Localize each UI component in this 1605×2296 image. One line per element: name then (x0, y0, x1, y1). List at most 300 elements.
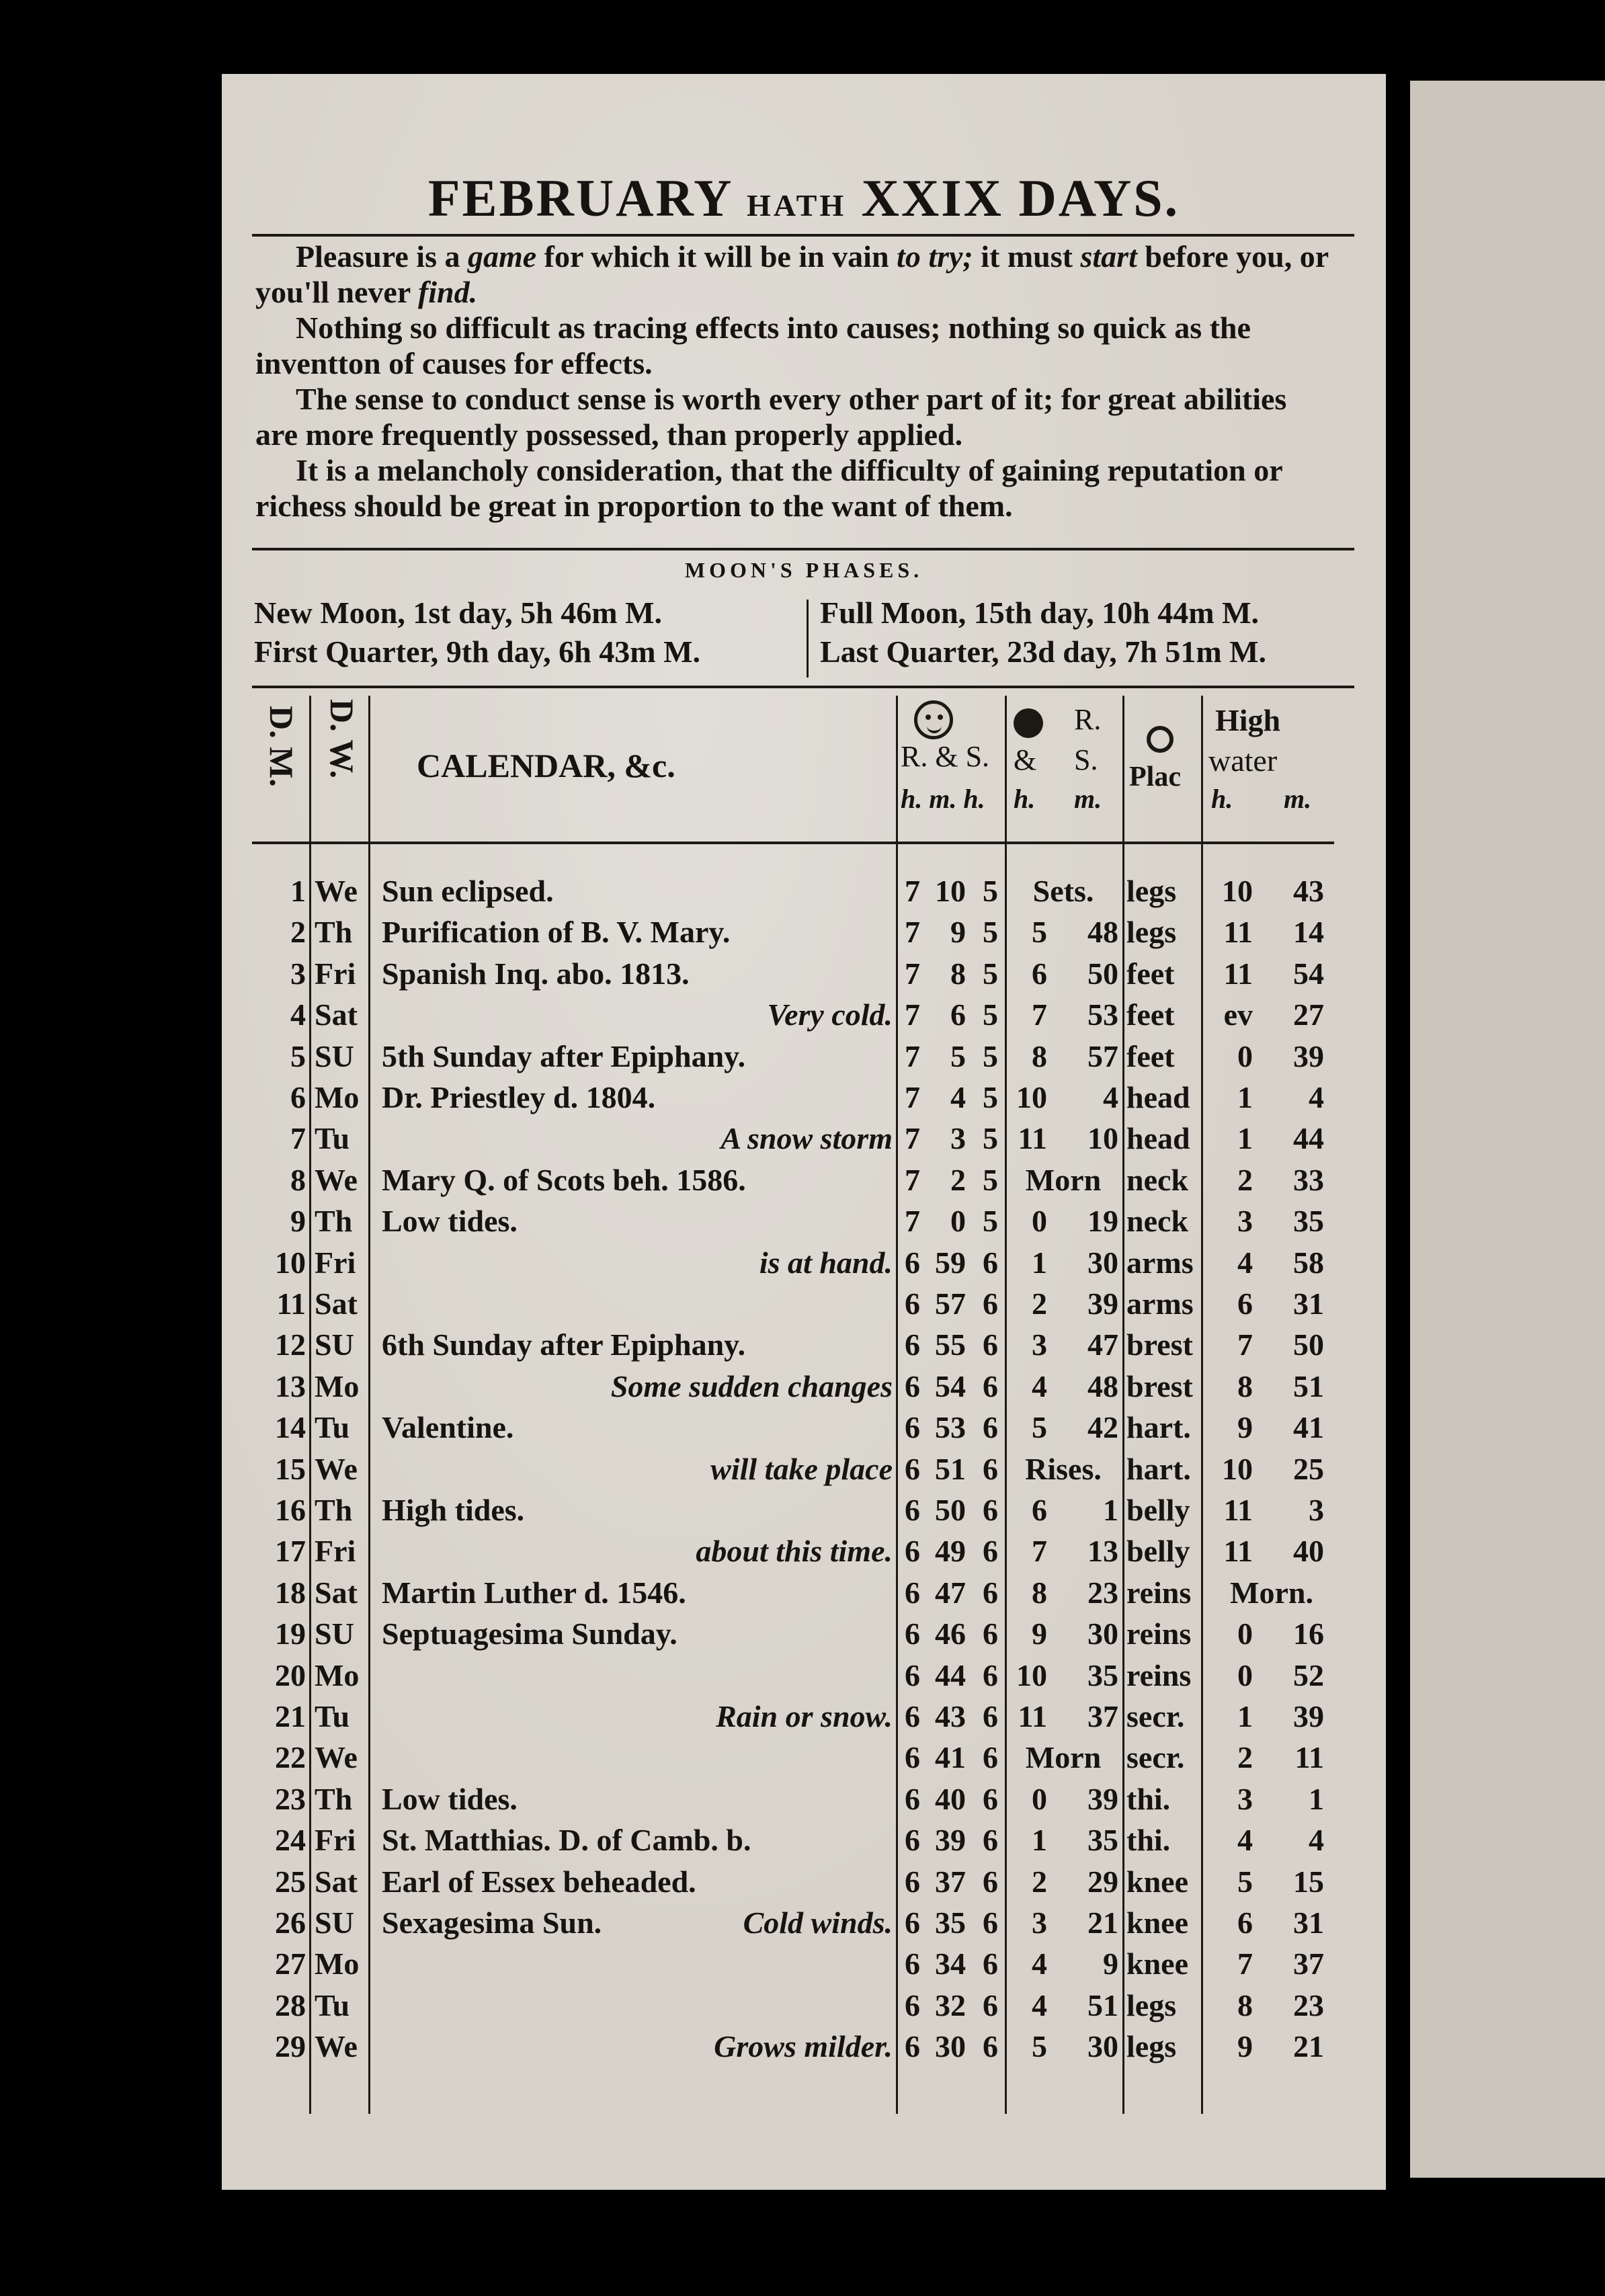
moon-minute: 39 (1087, 1286, 1118, 1321)
day-of-month: 20 (275, 1658, 306, 1692)
moon-hour: 5 (1032, 2029, 1047, 2063)
moon-minute: 42 (1087, 1410, 1118, 1444)
high-water-minute: 14 (1293, 915, 1324, 949)
zodiac-place: brest (1126, 1327, 1193, 1362)
moon-minute: 39 (1087, 1782, 1118, 1816)
moon-hour: 6 (1032, 1493, 1047, 1527)
zodiac-place: knee (1126, 1864, 1188, 1899)
sunrise-hour: 7 (905, 956, 920, 991)
weather-note: A snow storm (721, 1121, 893, 1155)
sunrise-minute: 32 (935, 1988, 966, 2022)
high-water-hour: ev (1223, 997, 1253, 1032)
sunrise-minute: 30 (935, 2029, 966, 2063)
col-rule-5 (1122, 696, 1124, 2114)
weather-note: Some sudden changes (610, 1369, 893, 1403)
sunrise-minute: 35 (935, 1905, 966, 1940)
moon-minute: 13 (1087, 1534, 1118, 1568)
high-water-hour: 0 (1237, 1039, 1253, 1073)
day-of-week: Th (315, 1204, 353, 1238)
calendar-note: Earl of Essex beheaded. (382, 1864, 696, 1899)
sunset-hour: 6 (983, 1864, 998, 1899)
sunrise-hour: 6 (905, 1369, 920, 1403)
weather-note: Rain or snow. (716, 1699, 893, 1733)
day-of-week: SU (315, 1905, 354, 1940)
weather-note: about this time. (696, 1534, 893, 1568)
sunrise-hour: 6 (905, 1658, 920, 1692)
circle-icon (1147, 726, 1174, 753)
header-moon-h: h. (1014, 784, 1036, 814)
sunrise-hour: 7 (905, 915, 920, 949)
day-of-month: 26 (275, 1905, 306, 1940)
zodiac-place: neck (1126, 1204, 1188, 1238)
zodiac-place: secr. (1126, 1699, 1185, 1733)
high-water-minute: 33 (1293, 1163, 1324, 1197)
day-of-week: Fri (315, 1534, 356, 1568)
sunrise-minute: 3 (950, 1121, 966, 1155)
high-water-minute: 40 (1293, 1534, 1324, 1568)
moon-minute: 10 (1087, 1121, 1118, 1155)
moon-hour: 1 (1032, 1245, 1047, 1280)
day-of-month: 4 (290, 997, 306, 1032)
sunrise-hour: 6 (905, 2029, 920, 2063)
zodiac-place: belly (1126, 1534, 1190, 1568)
col-rule-4 (1005, 696, 1007, 2114)
high-water-minute: 37 (1293, 1946, 1324, 1981)
sunset-hour: 6 (983, 1369, 998, 1403)
high-water-hour: 4 (1237, 1823, 1253, 1857)
day-of-week: Tu (315, 1410, 350, 1444)
sunrise-hour: 6 (905, 1988, 920, 2022)
high-water-minute: 27 (1293, 997, 1324, 1032)
zodiac-place: arms (1126, 1286, 1194, 1321)
almanac-page (222, 74, 1386, 2190)
high-water-hour: 6 (1237, 1286, 1253, 1321)
high-water-hour: 9 (1237, 1410, 1253, 1444)
calendar-note: Mary Q. of Scots beh. 1586. (382, 1163, 746, 1197)
day-of-month: 21 (275, 1699, 306, 1733)
sunrise-hour: 6 (905, 1286, 920, 1321)
header-moon-r: R. (1074, 703, 1102, 736)
sunset-hour: 5 (983, 1080, 998, 1114)
calendar-note: St. Matthias. D. of Camb. b. (382, 1823, 751, 1857)
high-water-hour: 11 (1223, 956, 1253, 991)
sunrise-hour: 6 (905, 1534, 920, 1568)
day-of-week: Tu (315, 1121, 350, 1155)
high-water-hour: 0 (1237, 1616, 1253, 1651)
sunrise-minute: 50 (935, 1493, 966, 1527)
day-of-month: 29 (275, 2029, 306, 2063)
sunrise-hour: 7 (905, 1080, 920, 1114)
high-water-minute: 39 (1293, 1039, 1324, 1073)
high-water-hour: 4 (1237, 1245, 1253, 1280)
zodiac-place: knee (1126, 1946, 1188, 1981)
day-of-month: 25 (275, 1864, 306, 1899)
day-of-week: SU (315, 1039, 354, 1073)
high-water-hour: 0 (1237, 1658, 1253, 1692)
moon-minute: 9 (1103, 1946, 1118, 1981)
sunrise-hour: 6 (905, 1946, 920, 1981)
title-days: XXIX DAYS. (861, 169, 1180, 227)
calendar-note: Septuagesima Sunday. (382, 1616, 677, 1651)
moon-hour: 7 (1032, 1534, 1047, 1568)
sunrise-minute: 43 (935, 1699, 966, 1733)
sunrise-minute: 47 (935, 1575, 966, 1610)
page-title (222, 168, 1386, 229)
sunset-hour: 6 (983, 1493, 998, 1527)
day-of-month: 5 (290, 1039, 306, 1073)
sunrise-minute: 6 (950, 997, 966, 1032)
header-calendar: CALENDAR, &c. (417, 747, 675, 784)
sunrise-minute: 46 (935, 1616, 966, 1651)
day-of-week: We (315, 1163, 358, 1197)
day-of-week: Th (315, 915, 353, 949)
sunrise-hour: 6 (905, 1410, 920, 1444)
moon-minute: 35 (1087, 1658, 1118, 1692)
sunrise-minute: 40 (935, 1782, 966, 1816)
high-water-minute: 15 (1293, 1864, 1324, 1899)
high-water-hour: 3 (1237, 1782, 1253, 1816)
maxim-4: It is a melancholy consideration, that the difficulty of gaining reputation or richess should be great in proportion to the want of them. (255, 453, 1282, 523)
header-moon-s: S. (1074, 743, 1098, 776)
day-of-month: 23 (275, 1782, 306, 1816)
sunset-hour: 6 (983, 1327, 998, 1362)
high-water-note: Morn. (1230, 1575, 1313, 1610)
sunrise-hour: 6 (905, 1699, 920, 1733)
day-of-week: We (315, 1452, 358, 1486)
day-of-month: 10 (275, 1245, 306, 1280)
day-of-month: 1 (290, 874, 306, 908)
sunrise-minute: 39 (935, 1823, 966, 1857)
col-rule-1 (309, 696, 311, 2114)
sunrise-hour: 6 (905, 1493, 920, 1527)
zodiac-place: feet (1126, 1039, 1175, 1073)
day-of-week: Sat (315, 997, 358, 1032)
high-water-minute: 31 (1293, 1905, 1324, 1940)
sunset-hour: 5 (983, 1121, 998, 1155)
day-of-week: Th (315, 1782, 353, 1816)
moon-hour: 4 (1032, 1946, 1047, 1981)
header-water: water (1208, 743, 1278, 778)
header-hw-m: m. (1284, 784, 1312, 814)
moon-hour: 7 (1032, 997, 1047, 1032)
day-of-month: 16 (275, 1493, 306, 1527)
calendar-note: Sexagesima Sun. (382, 1905, 602, 1940)
title-month: FEBRUARY (427, 169, 732, 227)
weather-note: will take place (710, 1452, 893, 1486)
high-water-hour: 11 (1223, 1493, 1253, 1527)
calendar-note: Low tides. (382, 1782, 518, 1816)
moon-hour: 3 (1032, 1327, 1047, 1362)
moon-hour: 2 (1032, 1864, 1047, 1899)
day-of-month: 15 (275, 1452, 306, 1486)
zodiac-place: legs (1126, 874, 1177, 908)
sunset-hour: 6 (983, 1782, 998, 1816)
sunset-hour: 5 (983, 1163, 998, 1197)
moon-hour: 8 (1032, 1039, 1047, 1073)
sunrise-minute: 44 (935, 1658, 966, 1692)
day-of-week: Sat (315, 1575, 358, 1610)
moon-minute: 47 (1087, 1327, 1118, 1362)
sunset-hour: 6 (983, 1452, 998, 1486)
maxims-block (255, 239, 1331, 524)
calendar-note: High tides. (382, 1493, 525, 1527)
day-of-month: 3 (290, 956, 306, 991)
col-rule-6 (1201, 696, 1203, 2114)
day-of-month: 18 (275, 1575, 306, 1610)
moon-minute: 29 (1087, 1864, 1118, 1899)
high-water-hour: 11 (1223, 915, 1253, 949)
zodiac-place: reins (1126, 1575, 1192, 1610)
high-water-hour: 11 (1223, 1534, 1253, 1568)
high-water-minute: 3 (1309, 1493, 1324, 1527)
day-of-month: 19 (275, 1616, 306, 1651)
sunrise-minute: 51 (935, 1452, 966, 1486)
high-water-minute: 16 (1293, 1616, 1324, 1651)
phases-rule (252, 686, 1354, 688)
moon-minute: 21 (1087, 1905, 1118, 1940)
sunset-hour: 6 (983, 1410, 998, 1444)
sunrise-minute: 10 (935, 874, 966, 908)
high-water-hour: 1 (1237, 1080, 1253, 1114)
day-of-week: Mo (315, 1658, 360, 1692)
sunrise-hour: 7 (905, 997, 920, 1032)
high-water-hour: 10 (1222, 874, 1253, 908)
sunrise-hour: 7 (905, 1121, 920, 1155)
title-rule (252, 234, 1354, 237)
moon-minute: 1 (1103, 1493, 1118, 1527)
header-moon-amp: & (1014, 743, 1037, 776)
high-water-minute: 11 (1294, 1740, 1324, 1774)
moon-event: Morn (1025, 1740, 1102, 1774)
sunset-hour: 6 (983, 1286, 998, 1321)
weather-note: Grows milder. (714, 2029, 893, 2063)
sunset-hour: 6 (983, 1575, 998, 1610)
moon-hour: 3 (1032, 1905, 1047, 1940)
title-hath: HATH (747, 188, 847, 222)
calendar-note: 5th Sunday after Epiphany. (382, 1039, 746, 1073)
high-water-minute: 25 (1293, 1452, 1324, 1486)
moon-hour: 0 (1032, 1782, 1047, 1816)
moon-minute: 50 (1087, 956, 1118, 991)
moon-minute: 30 (1087, 1245, 1118, 1280)
moon-hour: 8 (1032, 1575, 1047, 1610)
zodiac-place: head (1126, 1121, 1190, 1155)
zodiac-place: secr. (1126, 1740, 1185, 1774)
high-water-hour: 8 (1237, 1988, 1253, 2022)
day-of-month: 8 (290, 1163, 306, 1197)
day-of-week: Tu (315, 1988, 350, 2022)
sunrise-hour: 6 (905, 1782, 920, 1816)
facing-page-edge (1410, 81, 1605, 2178)
zodiac-place: arms (1126, 1245, 1194, 1280)
header-dm: D. M. (263, 706, 300, 787)
high-water-minute: 54 (1293, 956, 1324, 991)
moon-event: Morn (1025, 1163, 1102, 1197)
high-water-minute: 4 (1309, 1823, 1324, 1857)
zodiac-place: brest (1126, 1369, 1193, 1403)
header-place: Plac (1129, 762, 1181, 792)
sunset-hour: 6 (983, 1534, 998, 1568)
day-of-month: 6 (290, 1080, 306, 1114)
moon-hour: 0 (1032, 1204, 1047, 1238)
day-of-week: Sat (315, 1864, 358, 1899)
sunrise-minute: 49 (935, 1534, 966, 1568)
sunrise-minute: 8 (950, 956, 966, 991)
day-of-month: 24 (275, 1823, 306, 1857)
moon-hour: 1 (1032, 1823, 1047, 1857)
high-water-hour: 2 (1237, 1740, 1253, 1774)
sunrise-hour: 6 (905, 1575, 920, 1610)
zodiac-place: legs (1126, 2029, 1177, 2063)
header-moon-m: m. (1074, 784, 1102, 814)
sunrise-hour: 6 (905, 1823, 920, 1857)
moon-minute: 37 (1087, 1699, 1118, 1733)
moon-minute: 30 (1087, 2029, 1118, 2063)
moon-minute: 51 (1087, 1988, 1118, 2022)
sunrise-minute: 9 (950, 915, 966, 949)
calendar-note: Spanish Inq. abo. 1813. (382, 956, 690, 991)
weather-note: Cold winds. (743, 1905, 893, 1940)
header-sun-rs: R. & S. (901, 740, 990, 773)
zodiac-place: reins (1126, 1616, 1192, 1651)
sunset-hour: 6 (983, 1946, 998, 1981)
high-water-minute: 39 (1293, 1699, 1324, 1733)
sunset-hour: 6 (983, 1699, 998, 1733)
day-of-month: 11 (276, 1286, 306, 1321)
sunrise-minute: 54 (935, 1369, 966, 1403)
moon-event: Rises. (1025, 1452, 1102, 1486)
high-water-hour: 3 (1237, 1204, 1253, 1238)
sunrise-hour: 6 (905, 1740, 920, 1774)
day-of-month: 17 (275, 1534, 306, 1568)
moon-minute: 4 (1103, 1080, 1118, 1114)
high-water-hour: 10 (1222, 1452, 1253, 1486)
last-quarter: Last Quarter, 23d day, 7h 51m M. (820, 634, 1267, 669)
day-of-month: 2 (290, 915, 306, 949)
calendar-note: Valentine. (382, 1410, 514, 1444)
day-of-week: We (315, 874, 358, 908)
day-of-week: Mo (315, 1080, 360, 1114)
sunrise-minute: 0 (950, 1204, 966, 1238)
header-sun-sub: h. m. h. (901, 784, 985, 814)
day-of-month: 13 (275, 1369, 306, 1403)
zodiac-place: feet (1126, 956, 1175, 991)
moon-hour: 2 (1032, 1286, 1047, 1321)
high-water-minute: 44 (1293, 1121, 1324, 1155)
phases-divider (807, 600, 809, 678)
moon-minute: 48 (1087, 1369, 1118, 1403)
zodiac-place: belly (1126, 1493, 1190, 1527)
day-of-week: We (315, 2029, 358, 2063)
sunrise-hour: 6 (905, 1327, 920, 1362)
sunrise-minute: 59 (935, 1245, 966, 1280)
zodiac-place: knee (1126, 1905, 1188, 1940)
day-of-week: Th (315, 1493, 353, 1527)
sunrise-hour: 6 (905, 1245, 920, 1280)
day-of-week: SU (315, 1616, 354, 1651)
high-water-hour: 2 (1237, 1163, 1253, 1197)
day-of-month: 7 (290, 1121, 306, 1155)
sunrise-minute: 37 (935, 1864, 966, 1899)
sunrise-minute: 41 (935, 1740, 966, 1774)
day-of-month: 14 (275, 1410, 306, 1444)
sunset-hour: 5 (983, 997, 998, 1032)
moon-hour: 4 (1032, 1988, 1047, 2022)
moon-hour: 5 (1032, 1410, 1047, 1444)
sunrise-hour: 6 (905, 1905, 920, 1940)
sunset-hour: 6 (983, 1823, 998, 1857)
calendar-note: Low tides. (382, 1204, 518, 1238)
sunrise-hour: 6 (905, 1616, 920, 1651)
calendar-note: Dr. Priestley d. 1804. (382, 1080, 656, 1114)
high-water-minute: 52 (1293, 1658, 1324, 1692)
high-water-minute: 4 (1309, 1080, 1324, 1114)
moon-hour: 10 (1016, 1658, 1047, 1692)
header-hw-h: h. (1211, 784, 1233, 814)
moon-hour: 5 (1032, 915, 1047, 949)
high-water-hour: 1 (1237, 1699, 1253, 1733)
zodiac-place: thi. (1126, 1823, 1171, 1857)
high-water-hour: 7 (1237, 1946, 1253, 1981)
high-water-minute: 35 (1293, 1204, 1324, 1238)
sunset-hour: 6 (983, 1988, 998, 2022)
sunrise-hour: 6 (905, 1452, 920, 1486)
day-of-week: Fri (315, 956, 356, 991)
zodiac-place: reins (1126, 1658, 1192, 1692)
sunset-hour: 5 (983, 1204, 998, 1238)
sunset-hour: 5 (983, 915, 998, 949)
header-rule (252, 842, 1334, 844)
sunset-hour: 6 (983, 2029, 998, 2063)
moon-minute: 23 (1087, 1575, 1118, 1610)
header-dw: D. W. (323, 699, 361, 779)
high-water-hour: 5 (1237, 1864, 1253, 1899)
sunrise-minute: 53 (935, 1410, 966, 1444)
moon-hour: 6 (1032, 956, 1047, 991)
sunset-hour: 6 (983, 1616, 998, 1651)
day-of-week: Sat (315, 1286, 358, 1321)
full-moon: Full Moon, 15th day, 10h 44m M. (820, 596, 1260, 630)
moon-minute: 53 (1087, 997, 1118, 1032)
day-of-month: 9 (290, 1204, 306, 1238)
zodiac-place: neck (1126, 1163, 1188, 1197)
sunrise-minute: 55 (935, 1327, 966, 1362)
sunset-hour: 6 (983, 1245, 998, 1280)
zodiac-place: legs (1126, 1988, 1177, 2022)
moon-minute: 30 (1087, 1616, 1118, 1651)
moon-phases-title: MOON'S PHASES. (684, 558, 923, 582)
sunrise-hour: 7 (905, 1204, 920, 1238)
high-water-minute: 43 (1293, 874, 1324, 908)
sunset-hour: 5 (983, 874, 998, 908)
calendar-note: Martin Luther d. 1546. (382, 1575, 686, 1610)
high-water-hour: 7 (1237, 1327, 1253, 1362)
moon-hour: 9 (1032, 1616, 1047, 1651)
day-of-month: 27 (275, 1946, 306, 1981)
calendar-note: Purification of B. V. Mary. (382, 915, 731, 949)
high-water-minute: 41 (1293, 1410, 1324, 1444)
zodiac-place: head (1126, 1080, 1190, 1114)
sunrise-minute: 57 (935, 1286, 966, 1321)
zodiac-place: thi. (1126, 1782, 1171, 1816)
sun-face-icon (914, 700, 953, 739)
zodiac-place: hart. (1126, 1410, 1191, 1444)
day-of-month: 28 (275, 1988, 306, 2022)
high-water-minute: 23 (1293, 1988, 1324, 2022)
moon-hour: 4 (1032, 1369, 1047, 1403)
day-of-month: 12 (275, 1327, 306, 1362)
sunrise-hour: 7 (905, 1163, 920, 1197)
